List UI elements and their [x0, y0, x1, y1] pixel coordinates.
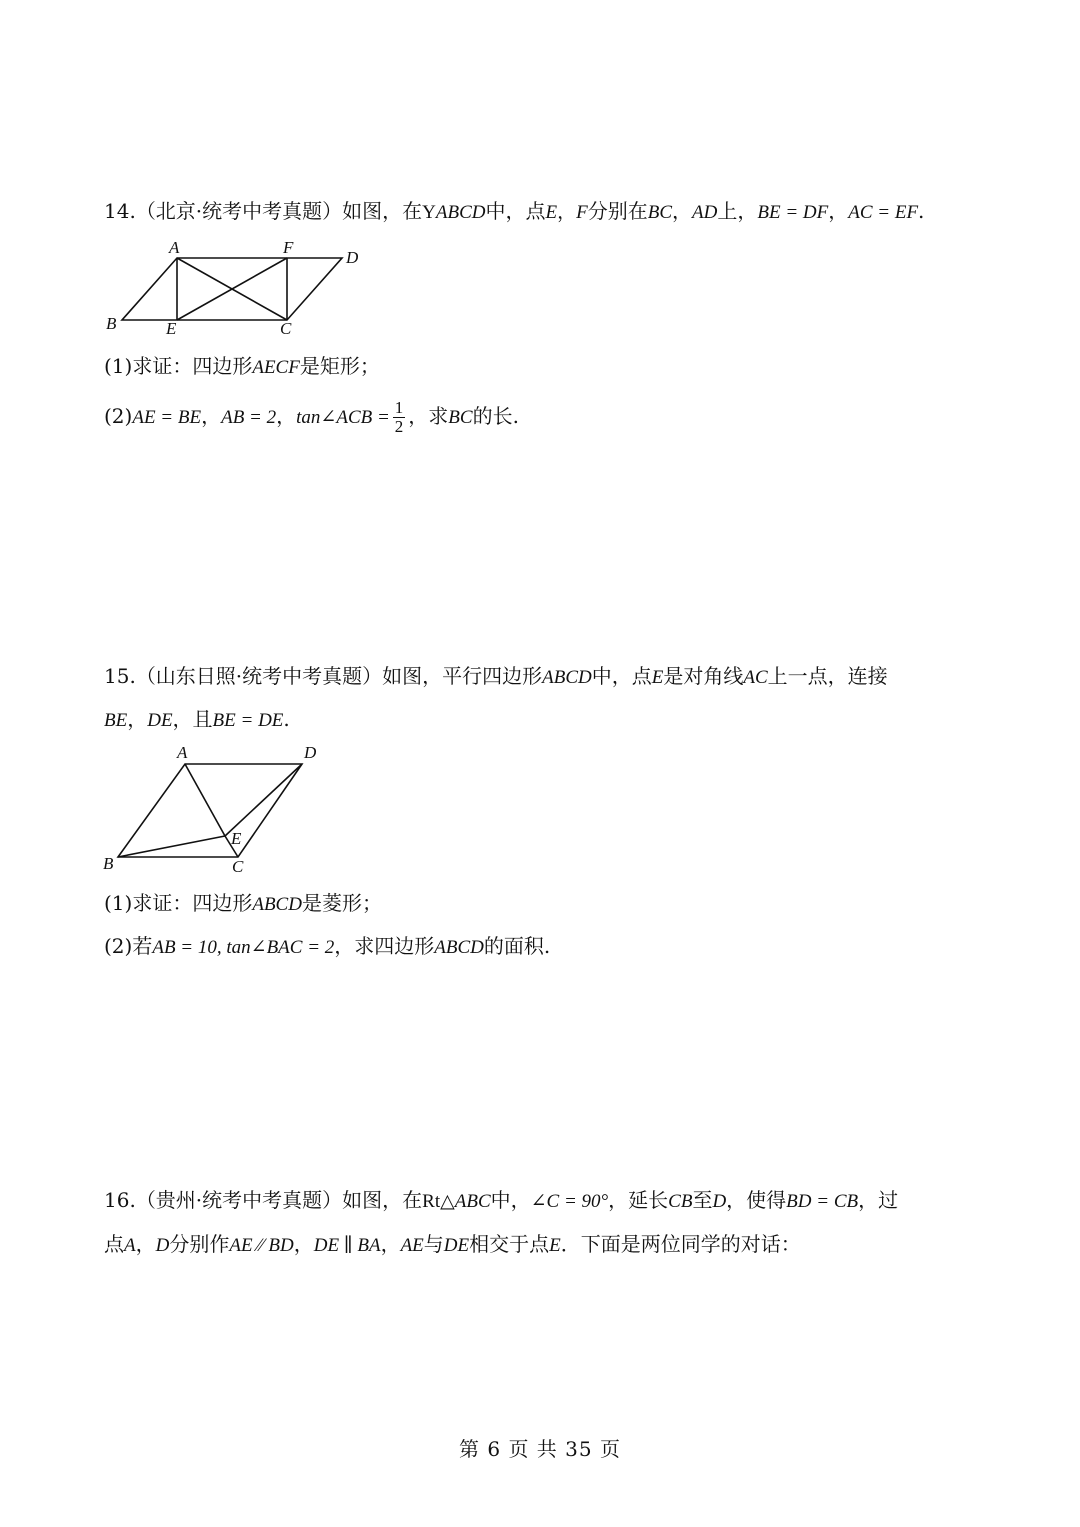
q15-part2-text [104, 934, 550, 958]
text-run: ， [127, 707, 148, 731]
math-expression: BE = DF [757, 202, 829, 223]
text-run: 的长. [472, 404, 519, 428]
text-run: 如图，平行四边形 [382, 664, 543, 688]
text-run: ， [135, 1232, 156, 1256]
q14-label-b: B [106, 314, 117, 333]
math-expression: BE = DE [212, 710, 284, 731]
text-run: 分别在 [587, 199, 648, 223]
math-expression: E [651, 667, 664, 688]
math-expression: BD = CB [786, 1191, 859, 1212]
q14-part1-text [104, 354, 380, 378]
text-run: 点 [104, 1232, 124, 1256]
q14-part1 [104, 352, 380, 382]
math-expression: DE ∥ BA [313, 1235, 381, 1256]
text-run: Rt△ [422, 1191, 455, 1212]
q14-label-f: F [283, 238, 294, 257]
q15-line2 [104, 705, 290, 735]
text-run: 是菱形； [301, 891, 382, 915]
text-run: ，求 [408, 404, 449, 428]
math-expression: ABCD [434, 937, 484, 958]
q14-label-c: C [280, 319, 292, 338]
math-expression: AECF [252, 357, 300, 378]
q15-figure [100, 740, 340, 880]
text-run: (2) [104, 404, 133, 428]
q16-source: （贵州·统考中考真题） [135, 1188, 343, 1212]
math-expression: AE [400, 1235, 424, 1256]
text-run: ， [557, 202, 577, 223]
text-run: 如图，在 [342, 199, 423, 223]
q15-label-b: B [103, 854, 114, 873]
text-run: 相交于点 [469, 1232, 550, 1256]
q14-part2 [104, 399, 519, 436]
q15-label-a: A [177, 743, 188, 762]
q14-label-d: D [346, 248, 359, 267]
math-expression: DE [443, 1235, 470, 1256]
math-expression: E [545, 202, 558, 223]
text-run: 如图，在 [342, 1188, 423, 1212]
math-expression: A [124, 1235, 136, 1256]
math-expression: ABCD [435, 202, 486, 223]
math-expression: BC [448, 407, 473, 428]
text-run: Y [422, 202, 436, 223]
text-run: 上， [717, 199, 758, 223]
text-run: ，且 [172, 707, 213, 731]
text-run: 至 [692, 1188, 713, 1212]
text-run: ，延长 [608, 1188, 669, 1212]
text-run: ， [828, 199, 849, 223]
math-expression: AE ⁄⁄ BD [229, 1235, 294, 1256]
math-expression: E [549, 1235, 561, 1256]
q15-number: 15. [104, 664, 136, 688]
q14-part2-post [408, 404, 519, 428]
text-run: (1)求证：四边形 [104, 891, 253, 915]
text-run: ，使得 [726, 1188, 787, 1212]
math-expression: D [155, 1235, 170, 1256]
text-run: ，过 [858, 1188, 899, 1212]
text-run: ， [276, 404, 297, 428]
math-expression: AC [743, 667, 768, 688]
q14-part2-pre [104, 404, 390, 428]
q14-fraction-numerator: 1 [394, 398, 404, 417]
text-run: . [283, 707, 290, 731]
q16-line1 [104, 1186, 898, 1216]
q14-number: 14. [104, 199, 136, 223]
text-run: 是矩形； [299, 354, 380, 378]
q15-line1-text [382, 664, 888, 688]
q16-line1-text [342, 1188, 898, 1212]
text-run: ， [672, 199, 693, 223]
q16-line2 [104, 1230, 801, 1260]
q14-fraction-denominator: 2 [394, 417, 404, 436]
text-run: 中， [490, 1188, 531, 1212]
math-expression: DE [147, 710, 173, 731]
q14-label-e: E [166, 319, 177, 338]
math-expression: BE [104, 710, 128, 731]
text-run: 的面积. [483, 934, 551, 958]
math-expression: CB [668, 1191, 693, 1212]
q14-fraction [393, 399, 406, 436]
q14-figure [100, 236, 370, 341]
q15-part2 [104, 932, 550, 962]
text-run: ， [293, 1232, 314, 1256]
page-footer: 第 6 页 共 35 页 [459, 1437, 621, 1461]
text-run: 中，点 [485, 199, 546, 223]
q15-line1 [104, 662, 888, 692]
math-expression: ∠C = 90° [530, 1191, 609, 1212]
text-run: 是对角线 [663, 664, 744, 688]
math-expression: AB = 10, tan∠BAC = 2 [152, 937, 335, 958]
math-expression: ABCD [252, 894, 302, 915]
math-expression: D [712, 1191, 727, 1212]
q16-number: 16. [104, 1188, 136, 1212]
q14-source: （北京·统考中考真题） [135, 199, 343, 223]
q16-line2-text [104, 1232, 801, 1256]
q15-segment-ae [185, 764, 225, 836]
q15-part1-text [104, 891, 382, 915]
text-run: (1)求证：四边形 [104, 354, 253, 378]
text-run: ，求四边形 [334, 934, 435, 958]
q14-line1-text [342, 199, 924, 223]
math-expression: ABCD [542, 667, 592, 688]
text-run: 中，点 [591, 664, 652, 688]
math-expression: AD [692, 202, 718, 223]
q14-label-a: A [169, 238, 180, 257]
text-run: ， [201, 404, 222, 428]
text-run: 分别作 [169, 1232, 230, 1256]
text-run: (2)若 [104, 934, 153, 958]
q15-part1 [104, 889, 382, 919]
math-expression: AE = BE [132, 407, 202, 428]
math-expression: F [576, 202, 588, 223]
text-run: . [918, 199, 925, 223]
q14-line1 [104, 197, 924, 227]
q15-segment-be [118, 836, 225, 857]
math-expression: AC = EF [848, 202, 919, 223]
q15-label-c: C [232, 857, 244, 876]
q15-line2-text [104, 707, 290, 731]
q15-source: （山东日照·统考中考真题） [135, 664, 383, 688]
math-expression: ABC [454, 1191, 491, 1212]
math-expression: tan∠ACB = [296, 407, 390, 428]
math-expression: BC [647, 202, 673, 223]
text-run: ．下面是两位同学的对话： [560, 1232, 801, 1256]
q15-segment-de [225, 764, 302, 836]
math-expression: AB = 2 [221, 407, 277, 428]
q15-label-e: E [231, 829, 242, 848]
text-run: 上一点，连接 [767, 664, 888, 688]
text-run: ， [380, 1232, 401, 1256]
text-run: 与 [423, 1232, 444, 1256]
q15-label-d: D [304, 743, 317, 762]
